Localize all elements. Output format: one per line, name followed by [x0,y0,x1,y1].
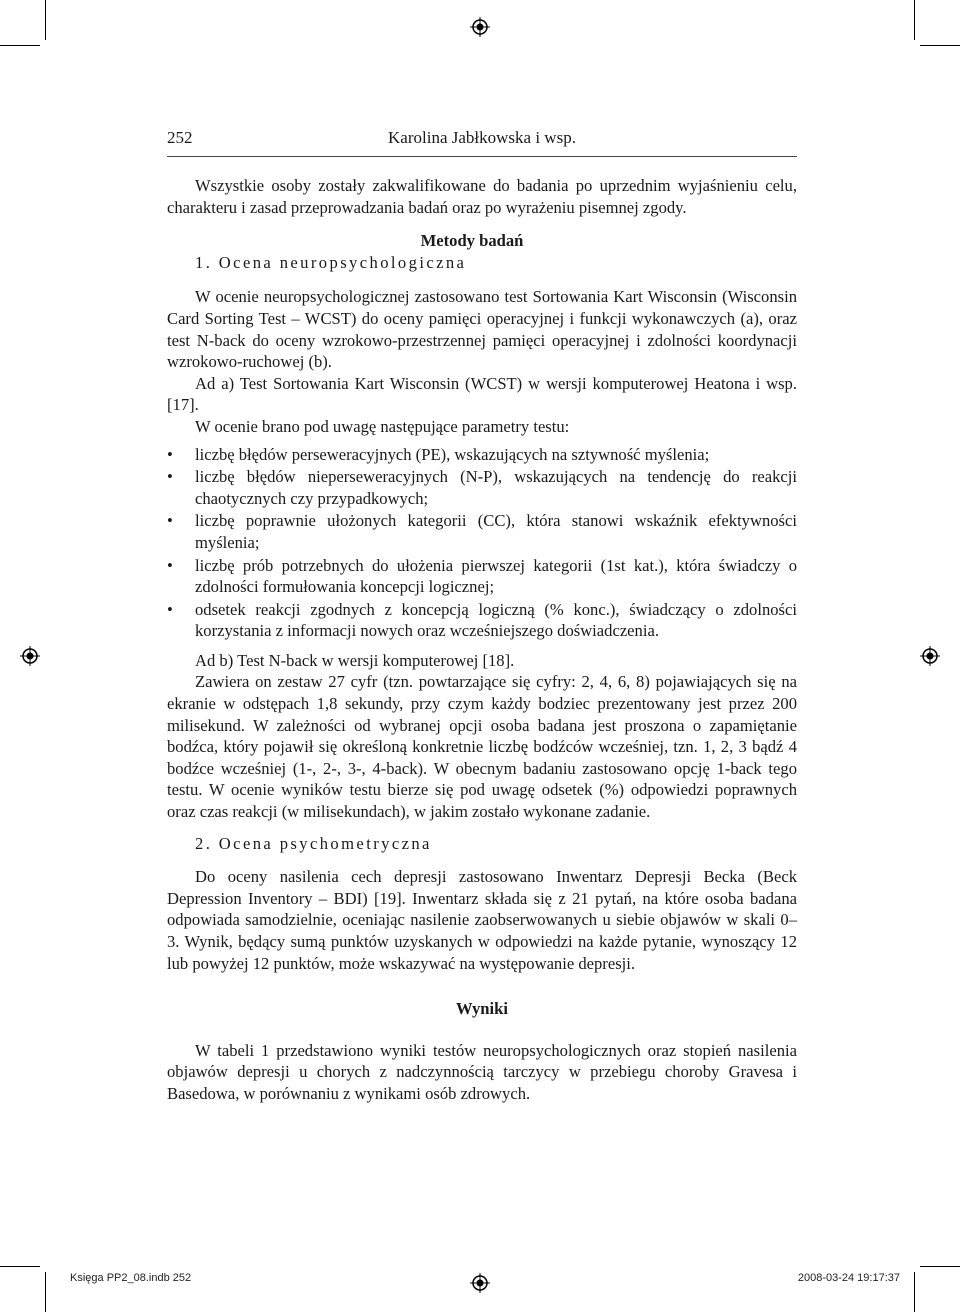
registration-mark-icon [470,17,490,37]
registration-mark-icon [920,646,940,666]
running-header [167,128,797,150]
list-item: • odsetek reakcji zgodnych z koncepcją logiczną (% konc.), świadczący o zdolności korzystania z informacji nowych oraz wcześniejszego doświadczenia. [167,599,797,641]
paragraph-wcst: Ad a) Test Sortowania Kart Wisconsin (WCST) w wersji komputerowej Heatona i wsp. [17]. [167,373,797,415]
bullet-icon: • [167,444,173,464]
section-heading-results: Wyniki [456,999,508,1019]
parameter-list [167,444,797,642]
paragraph-nback: Ad b) Test N-back w wersji komputerowej [18]. [195,650,515,670]
registration-mark-icon [470,1273,490,1293]
crop-mark [920,45,960,46]
page-number: 252 [167,128,193,147]
crop-mark [914,1272,915,1312]
paragraph-results: W tabeli 1 przedstawiono wyniki testów neuropsychologicznych oraz stopień nasilenia objawów depresji u chorych z nadczynnością tarczycy w przebiegu choroby Gravesa i Basedowa, w porównaniu z wynikami osób zdrowych. [167,1040,797,1103]
paragraph-params: W ocenie brano pod uwagę następujące parametry testu: [195,416,570,436]
bullet-icon: • [167,511,173,531]
footer-file: Księga PP2_08.indb 252 [70,1272,192,1284]
list-item: • liczbę prób potrzebnych do ułożenia pierwszej kategorii (1st kat.), która świadczy o zdolności formułowania koncepcji logicznej; [167,555,797,597]
intro-paragraph: Wszystkie osoby zostały zakwalifikowane do badania po uprzednim wyjaśnieniu celu, charakteru i zasad przeprowadzania badań oraz po wyrażeniu pisemnej zgody. [167,176,797,217]
header-rule [167,156,797,157]
bullet-icon: • [167,555,173,575]
crop-mark [914,0,915,40]
crop-mark [45,1272,46,1312]
registration-mark-icon [20,646,40,666]
crop-mark [0,1266,40,1267]
section-heading-methods: Metody badań [420,231,524,251]
body-text [167,175,797,1105]
list-item: • liczbę poprawnie ułożonych kategorii (CC), która stanowi wskaźnik efektywności myślenia; [167,511,797,552]
paragraph-neuro-intro: W ocenie neuropsychologicznej zastosowano test Sortowania Kart Wisconsin (Wisconsin Card Sorting Test – WCST) do oceny pamięci operacyjnej i funkcji wykonawczych (a), oraz test N-back do oceny wzrokowo-przestrzennej pamięci operacyjnej i zdolności koordynacji wzrokowo-ruchowej (b). [167,287,797,372]
running-title: Karolina Jabłkowska i wsp. [388,128,576,147]
subsection-heading-neuro: 1. Ocena neuropsychologiczna [195,252,467,272]
paragraph-bdi: Do oceny nasilenia cech depresji zastosowano Inwentarz Depresji Becka (Beck Depression Inventory – BDI) [19]. Inwentarz składa się z 21 pytań, na które osoba badana odpowiada samodzielnie, oceniając nasilenie zaobserwowanych u siebie objawów w skali 0–3. Wynik, będący sumą punktów uzyskanych w odpowiedzi na każde pytanie, wynoszący 12 lub powyżej 12 punktów, może wskazywać na występowanie depresji. [167,867,797,973]
crop-mark [920,1266,960,1267]
bullet-icon: • [167,599,173,619]
footer-timestamp: 2008-03-24 19:17:37 [797,1272,900,1284]
subsection-heading-psycho: 2. Ocena psychometryczna [195,833,432,853]
crop-mark [0,45,40,46]
paragraph-nback-desc: Zawiera on zestaw 27 cyfr (tzn. powtarzające się cyfry: 2, 4, 6, 8) pojawiających się na ekranie w odstępach 1,8 sekundy, przy czym każdy bodziec prezentowany jest przez 200 milisekund. W zależności od wybranej opcji osoba badana jest proszona o zapamiętanie bodźca, który pojawił się określoną konkretnie liczbę bodźców wcześniej, tzn. 1, 2, 3 bądź 4 bodźce wcześniej (1-, 2-, 3-, 4-back). W obecnym badaniu zastosowano opcję 1-back tego testu. W ocenie wyników testu bierze się pod uwagę odsetek (%) odpowiedzi poprawnych oraz czas reakcji (w milisekundach), w jakim zostało wykonane zadanie. [167,672,797,822]
list-item: • liczbę błędów nieperseweracyjnych (N-P), wskazujących na tendencję do reakcji chaotycznych czy przypadkowych; [167,467,797,508]
list-item: • liczbę błędów perseweracyjnych (PE), wskazujących na sztywność myślenia; [167,444,710,464]
crop-mark [45,0,46,40]
bullet-icon: • [167,467,173,487]
